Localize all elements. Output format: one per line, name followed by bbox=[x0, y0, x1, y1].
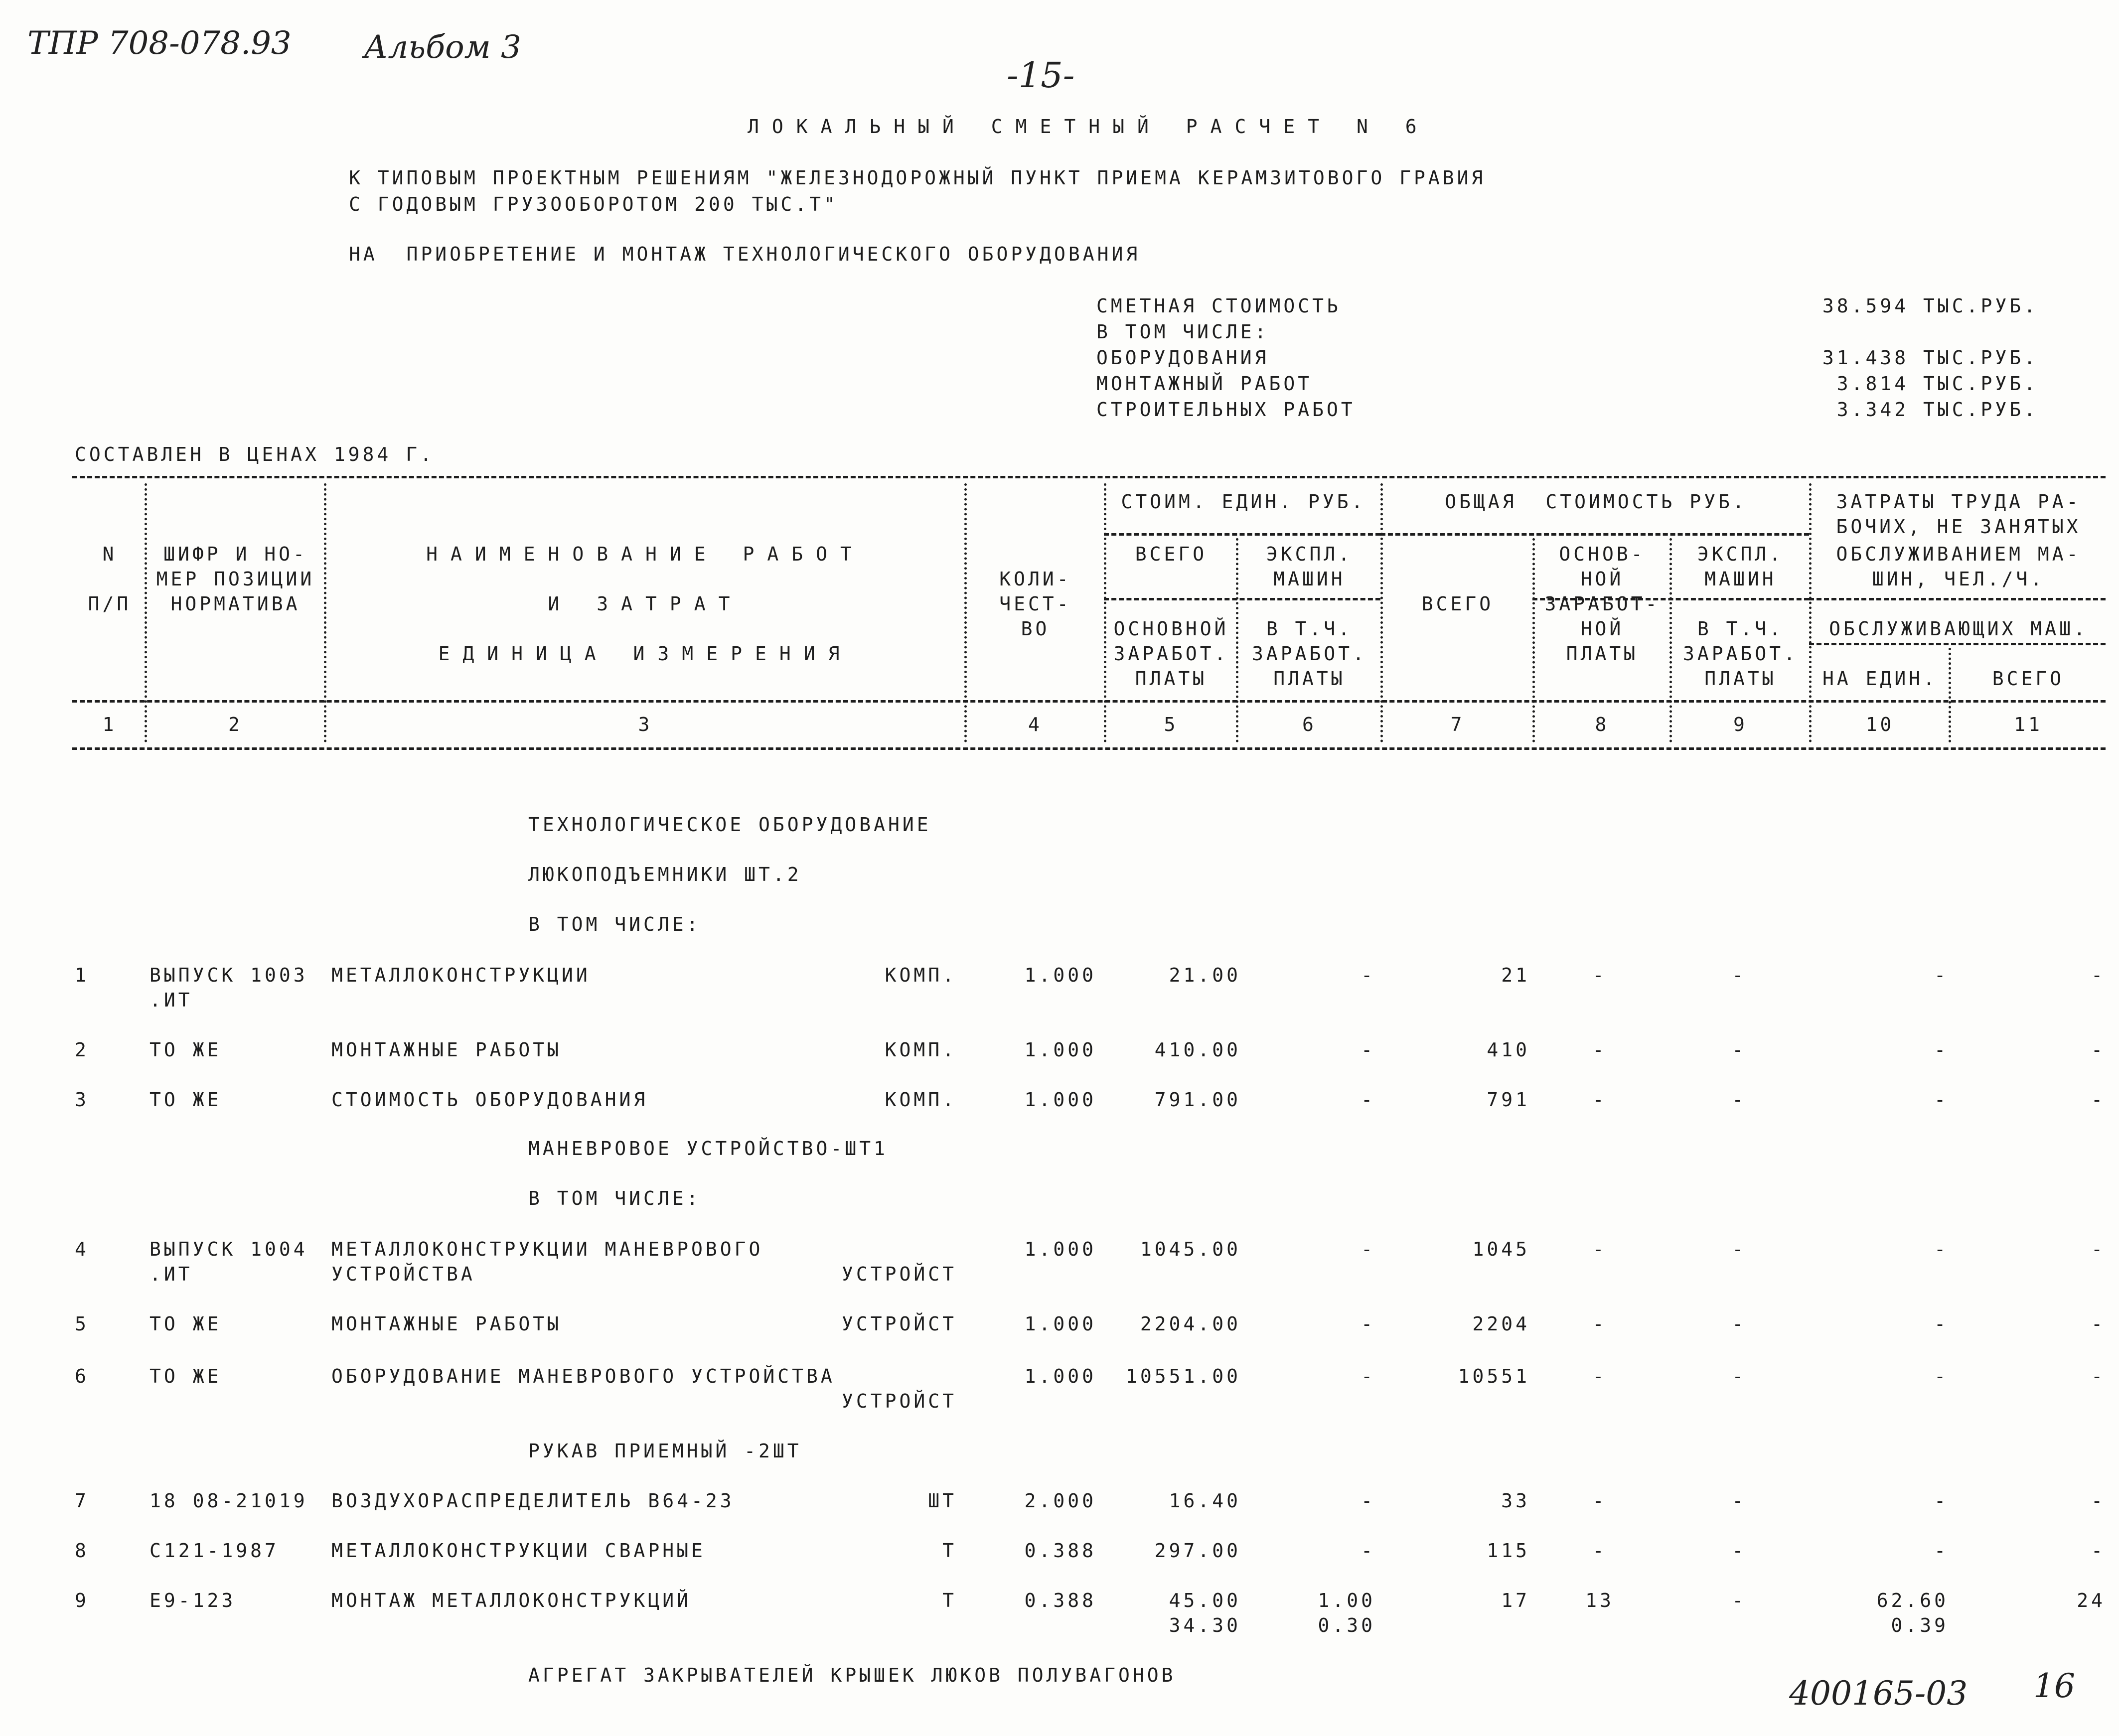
row-unit-cost: 410.00 bbox=[1154, 1039, 1241, 1061]
header-top-rule bbox=[72, 476, 2106, 478]
row-total: 791 bbox=[1487, 1089, 1530, 1111]
unit-cost-sub-rule bbox=[1104, 598, 1380, 600]
header-col6-line4: ЗАРАБОТ. bbox=[1251, 643, 1367, 665]
row-quantity: 1.000 bbox=[1024, 1365, 1096, 1387]
row-quantity: 2.000 bbox=[1024, 1490, 1096, 1512]
row-code: 18 08-21019 bbox=[150, 1490, 308, 1512]
row-labor-unit: - bbox=[1934, 964, 1949, 986]
column-number: 8 bbox=[1595, 714, 1610, 735]
row-name: МОНТАЖНЫЕ РАБОТЫ bbox=[331, 1039, 562, 1061]
header-col3-line3: ЕДИНИЦА ИЗМЕРЕНИЯ bbox=[438, 643, 853, 665]
row-machines: - bbox=[1732, 1540, 1747, 1562]
row-code: ВЫПУСК 1003 bbox=[150, 964, 308, 986]
header-col1-line2: П/П bbox=[88, 593, 132, 615]
row-total: 33 bbox=[1501, 1490, 1530, 1512]
row-unit-machines: - bbox=[1361, 1238, 1375, 1260]
summary-mounting-value: 3.814 ТЫС.РУБ. bbox=[1836, 373, 2038, 395]
header-col2-line3: НОРМАТИВА bbox=[170, 593, 301, 615]
column-number: 1 bbox=[102, 714, 117, 735]
row-total: 2204 bbox=[1472, 1313, 1530, 1335]
row-wages: - bbox=[1592, 964, 1607, 986]
subtitle-line-1: К ТИПОВЫМ ПРОЕКТНЫМ РЕШЕНИЯМ "ЖЕЛЕЗНОДОРОЖНЫЙ ПУНКТ ПРИЕМА КЕРАМЗИТОВОГО ГРАВИЯ bbox=[349, 167, 1486, 189]
row-number: 9 bbox=[75, 1590, 89, 1611]
header-col8-line3: ЗАРАБОТ- bbox=[1544, 593, 1660, 615]
row-unit-cost: 297.00 bbox=[1154, 1540, 1241, 1562]
header-col6-line1: ЭКСПЛ. bbox=[1266, 543, 1353, 565]
section-heading: МАНЕВРОВОЕ УСТРОЙСТВО-ШТ1 bbox=[528, 1138, 888, 1159]
row-wages: - bbox=[1592, 1540, 1607, 1562]
row-unit-machine-wages: 0.30 bbox=[1318, 1614, 1375, 1636]
summary-total-label: СМЕТНАЯ СТОИМОСТЬ bbox=[1096, 295, 1341, 317]
row-machines: - bbox=[1732, 1238, 1747, 1260]
row-wages: - bbox=[1592, 1238, 1607, 1260]
row-wages: - bbox=[1592, 1313, 1607, 1335]
row-machines: - bbox=[1732, 1365, 1747, 1387]
header-col10: НА ЕДИН. bbox=[1822, 668, 1938, 690]
album-handwritten: Альбом 3 bbox=[364, 29, 521, 66]
summary-equipment-label: ОБОРУДОВАНИЯ bbox=[1096, 347, 1269, 369]
row-unit-machines: - bbox=[1361, 1540, 1375, 1562]
row-unit: Т bbox=[942, 1590, 957, 1611]
row-number: 3 bbox=[75, 1089, 89, 1111]
header-col2-line1: ШИФР И НО- bbox=[163, 543, 307, 565]
row-name: МОНТАЖ МЕТАЛЛОКОНСТРУКЦИЙ bbox=[331, 1590, 691, 1611]
row-labor-total: - bbox=[2091, 1490, 2106, 1512]
summary-construction-value: 3.342 ТЫС.РУБ. bbox=[1836, 399, 2038, 421]
header-col6-line2: МАШИН bbox=[1273, 568, 1346, 590]
row-name: ВОЗДУХОРАСПРЕДЕЛИТЕЛЬ В64-23 bbox=[331, 1490, 735, 1512]
row-unit-cost: 1045.00 bbox=[1140, 1238, 1241, 1260]
header-col8-line1: ОСНОВ- bbox=[1559, 543, 1646, 565]
header-labor-line2: БОЧИХ, НЕ ЗАНЯТЫХ bbox=[1836, 516, 2081, 538]
row-labor-unit: - bbox=[1934, 1238, 1949, 1260]
header-col3-line2: И ЗАТРАТ bbox=[548, 593, 743, 615]
row-name: ОБОРУДОВАНИЕ МАНЕВРОВОГО УСТРОЙСТВА bbox=[331, 1365, 835, 1387]
row-unit-cost: 45.00 bbox=[1169, 1590, 1241, 1611]
header-labor-line4: ШИН, ЧЕЛ./Ч. bbox=[1872, 568, 2045, 590]
header-col6-line3: В Т.Ч. bbox=[1266, 618, 1353, 640]
section-heading: ЛЮКОПОДЪЕМНИКИ ШТ.2 bbox=[528, 864, 802, 885]
row-number: 7 bbox=[75, 1490, 89, 1512]
total-cost-group-rule bbox=[1380, 533, 1809, 536]
column-number: 3 bbox=[638, 714, 653, 735]
summary-including-label: В ТОМ ЧИСЛЕ: bbox=[1096, 321, 1269, 343]
row-number: 1 bbox=[75, 964, 89, 986]
row-machines: - bbox=[1732, 1490, 1747, 1512]
row-labor-unit: - bbox=[1934, 1313, 1949, 1335]
header-col8-line5: ПЛАТЫ bbox=[1566, 643, 1639, 665]
row-unit-machines: - bbox=[1361, 1089, 1375, 1111]
row-labor-total: - bbox=[2091, 1365, 2106, 1387]
row-unit-cost: 16.40 bbox=[1169, 1490, 1241, 1512]
row-unit: КОМП. bbox=[885, 964, 957, 986]
row-unit-machines: 1.00 bbox=[1318, 1590, 1375, 1611]
bottom-code-handwritten: 400165-03 bbox=[1789, 1674, 1968, 1713]
row-quantity: 1.000 bbox=[1024, 1238, 1096, 1260]
row-total: 17 bbox=[1501, 1590, 1530, 1611]
row-name: МЕТАЛЛОКОНСТРУКЦИИ МАНЕВРОВОГО bbox=[331, 1238, 763, 1260]
column-number: 4 bbox=[1028, 714, 1043, 735]
row-code-cont: .ИТ bbox=[150, 989, 193, 1011]
header-col8-line2: НОЙ bbox=[1580, 568, 1624, 590]
row-unit: УСТРОЙСТ bbox=[841, 1313, 957, 1335]
header-col8-line4: НОЙ bbox=[1580, 618, 1624, 640]
row-total: 21 bbox=[1501, 964, 1530, 986]
row-unit-cost: 2204.00 bbox=[1140, 1313, 1241, 1335]
header-col5-line2: ОСНОВНОЙ bbox=[1113, 618, 1229, 640]
row-name: МОНТАЖНЫЕ РАБОТЫ bbox=[331, 1313, 562, 1335]
row-labor-total: - bbox=[2091, 1089, 2106, 1111]
row-unit-machines: - bbox=[1361, 1365, 1375, 1387]
column-number: 5 bbox=[1164, 714, 1179, 735]
header-total-cost-group: ОБЩАЯ СТОИМОСТЬ РУБ. bbox=[1445, 491, 1747, 513]
header-col6-line5: ПЛАТЫ bbox=[1273, 668, 1346, 690]
prices-note: СОСТАВЛЕН В ЦЕНАХ 1984 Г. bbox=[75, 443, 435, 465]
row-labor-unit: - bbox=[1934, 1490, 1949, 1512]
header-col5-line3: ЗАРАБОТ. bbox=[1113, 643, 1229, 665]
doc-code-handwritten: ТПР 708-078.93 bbox=[27, 25, 292, 62]
section-heading: В ТОМ ЧИСЛЕ: bbox=[528, 913, 701, 935]
row-unit-cost: 791.00 bbox=[1154, 1089, 1241, 1111]
summary-equipment-value: 31.438 ТЫС.РУБ. bbox=[1822, 347, 2038, 369]
col-separator bbox=[1104, 483, 1106, 742]
section-heading: РУКАВ ПРИЕМНЫЙ -2ШТ bbox=[528, 1440, 802, 1462]
header-col9-line5: ПЛАТЫ bbox=[1704, 668, 1777, 690]
row-name: СТОИМОСТЬ ОБОРУДОВАНИЯ bbox=[331, 1089, 648, 1111]
header-col2-line2: МЕР ПОЗИЦИИ bbox=[156, 568, 315, 590]
row-unit-machines: - bbox=[1361, 964, 1375, 986]
header-col5-line4: ПЛАТЫ bbox=[1135, 668, 1208, 690]
header-col4-line3: ВО bbox=[1021, 618, 1050, 640]
column-number: 6 bbox=[1302, 714, 1317, 735]
row-machines: - bbox=[1732, 1313, 1747, 1335]
header-col9-line3: В Т.Ч. bbox=[1697, 618, 1784, 640]
row-name-cont: УСТРОЙСТВА bbox=[331, 1263, 475, 1285]
row-code: Е9-123 bbox=[150, 1590, 236, 1611]
row-labor-unit: - bbox=[1934, 1365, 1949, 1387]
row-unit-machines: - bbox=[1361, 1313, 1375, 1335]
row-total: 1045 bbox=[1472, 1238, 1530, 1260]
column-number: 10 bbox=[1865, 714, 1895, 735]
row-machines: - bbox=[1732, 1590, 1747, 1611]
row-code: ВЫПУСК 1004 bbox=[150, 1238, 308, 1260]
column-number: 9 bbox=[1733, 714, 1748, 735]
header-labor-line5: ОБСЛУЖИВАЮЩИХ МАШ. bbox=[1829, 618, 2088, 640]
row-unit-cost: 10551.00 bbox=[1125, 1365, 1241, 1387]
purpose-line: НА ПРИОБРЕТЕНИЕ И МОНТАЖ ТЕХНОЛОГИЧЕСКОГО ОБОРУДОВАНИЯ bbox=[349, 243, 1141, 265]
column-number: 11 bbox=[2014, 714, 2043, 735]
row-total: 115 bbox=[1487, 1540, 1530, 1562]
section-heading: ТЕХНОЛОГИЧЕСКОЕ ОБОРУДОВАНИЕ bbox=[528, 814, 931, 836]
row-labor-unit: - bbox=[1934, 1039, 1949, 1061]
header-labor-line3: ОБСЛУЖИВАНИЕМ МА- bbox=[1836, 543, 2081, 565]
header-col4-line1: КОЛИ- bbox=[999, 568, 1071, 590]
subtitle-line-2: С ГОДОВЫМ ГРУЗООБОРОТОМ 200 ТЫС.Т" bbox=[349, 193, 838, 215]
row-name: МЕТАЛЛОКОНСТРУКЦИИ bbox=[331, 964, 591, 986]
row-number: 8 bbox=[75, 1540, 89, 1562]
labor-sub-rule bbox=[1809, 598, 2106, 600]
summary-construction-label: СТРОИТЕЛЬНЫХ РАБОТ bbox=[1096, 399, 1356, 421]
row-code: ТО ЖЕ bbox=[150, 1039, 222, 1061]
row-total: 10551 bbox=[1458, 1365, 1530, 1387]
row-number: 5 bbox=[75, 1313, 89, 1335]
row-labor-total: - bbox=[2091, 964, 2106, 986]
row-code: ТО ЖЕ bbox=[150, 1365, 222, 1387]
row-wages: - bbox=[1592, 1039, 1607, 1061]
row-labor-unit-machines: 0.39 bbox=[1891, 1614, 1949, 1636]
row-machines: - bbox=[1732, 1089, 1747, 1111]
row-labor-total: - bbox=[2091, 1313, 2106, 1335]
header-col4-line2: ЧЕСТ- bbox=[999, 593, 1071, 615]
row-machines: - bbox=[1732, 964, 1747, 986]
row-unit: КОМП. bbox=[885, 1039, 957, 1061]
labor-sub-rule-2 bbox=[1809, 643, 2106, 645]
header-col3-line1: НАИМЕНОВАНИЕ РАБОТ bbox=[426, 543, 865, 565]
row-code: ТО ЖЕ bbox=[150, 1313, 222, 1335]
column-numbers-rule bbox=[72, 747, 2106, 750]
row-number: 6 bbox=[75, 1365, 89, 1387]
row-wages: 13 bbox=[1585, 1590, 1614, 1611]
row-unit: ШТ bbox=[928, 1490, 957, 1512]
header-col11: ВСЕГО bbox=[1992, 668, 2065, 690]
header-col9-line4: ЗАРАБОТ. bbox=[1682, 643, 1799, 665]
row-labor-total: - bbox=[2091, 1238, 2106, 1260]
row-labor-unit: 62.60 bbox=[1876, 1590, 1949, 1611]
row-quantity: 1.000 bbox=[1024, 964, 1096, 986]
row-total: 410 bbox=[1487, 1039, 1530, 1061]
row-number: 4 bbox=[75, 1238, 89, 1260]
row-unit-machines: - bbox=[1361, 1039, 1375, 1061]
row-code-cont: .ИТ bbox=[150, 1263, 193, 1285]
column-number: 2 bbox=[228, 714, 243, 735]
row-quantity: 1.000 bbox=[1024, 1089, 1096, 1111]
page-number: -15- bbox=[1007, 55, 1075, 96]
row-code: ТО ЖЕ bbox=[150, 1089, 222, 1111]
row-quantity: 1.000 bbox=[1024, 1039, 1096, 1061]
header-labor-line1: ЗАТРАТЫ ТРУДА РА- bbox=[1836, 491, 2081, 513]
unit-cost-group-rule bbox=[1104, 533, 1380, 536]
row-unit: КОМП. bbox=[885, 1089, 957, 1111]
header-bottom-rule bbox=[72, 700, 2106, 703]
row-machines: - bbox=[1732, 1039, 1747, 1061]
row-wages: - bbox=[1592, 1365, 1607, 1387]
header-col9-line1: ЭКСПЛ. bbox=[1697, 543, 1784, 565]
row-labor-total: - bbox=[2091, 1540, 2106, 1562]
column-number: 7 bbox=[1450, 714, 1465, 735]
row-unit-cont: УСТРОЙСТ bbox=[841, 1390, 957, 1412]
row-wages: - bbox=[1592, 1490, 1607, 1512]
row-unit-cont: УСТРОЙСТ bbox=[841, 1263, 957, 1285]
row-unit: Т bbox=[942, 1540, 957, 1562]
row-unit-cost: 21.00 bbox=[1169, 964, 1241, 986]
row-labor-unit: - bbox=[1934, 1540, 1949, 1562]
document-title: ЛОКАЛЬНЫЙ СМЕТНЫЙ РАСЧЕТ N 6 bbox=[748, 116, 1430, 138]
row-labor-total: 24 bbox=[2077, 1590, 2106, 1611]
row-quantity: 1.000 bbox=[1024, 1313, 1096, 1335]
summary-total-value: 38.594 ТЫС.РУБ. bbox=[1822, 295, 2038, 317]
row-number: 2 bbox=[75, 1039, 89, 1061]
bottom-sheet-handwritten: 16 bbox=[2033, 1667, 2075, 1705]
row-quantity: 0.388 bbox=[1024, 1540, 1096, 1562]
header-col7: ВСЕГО bbox=[1421, 593, 1494, 615]
row-quantity: 0.388 bbox=[1024, 1590, 1096, 1611]
header-col9-line2: МАШИН bbox=[1704, 568, 1777, 590]
row-labor-total: - bbox=[2091, 1039, 2106, 1061]
header-col1-line1: N bbox=[102, 543, 117, 565]
header-col5-line1: ВСЕГО bbox=[1135, 543, 1208, 565]
summary-mounting-label: МОНТАЖНЫЙ РАБОТ bbox=[1096, 373, 1313, 395]
header-unit-cost-group: СТОИМ. ЕДИН. РУБ. bbox=[1121, 491, 1366, 513]
row-code: С121-1987 bbox=[150, 1540, 279, 1562]
row-name: МЕТАЛЛОКОНСТРУКЦИИ СВАРНЫЕ bbox=[331, 1540, 706, 1562]
section-heading: АГРЕГАТ ЗАКРЫВАТЕЛЕЙ КРЫШЕК ЛЮКОВ ПОЛУВАГОНОВ bbox=[528, 1664, 1176, 1686]
row-unit-machines: - bbox=[1361, 1490, 1375, 1512]
row-labor-unit: - bbox=[1934, 1089, 1949, 1111]
row-unit-wages: 34.30 bbox=[1169, 1614, 1241, 1636]
row-wages: - bbox=[1592, 1089, 1607, 1111]
section-heading: В ТОМ ЧИСЛЕ: bbox=[528, 1187, 701, 1209]
